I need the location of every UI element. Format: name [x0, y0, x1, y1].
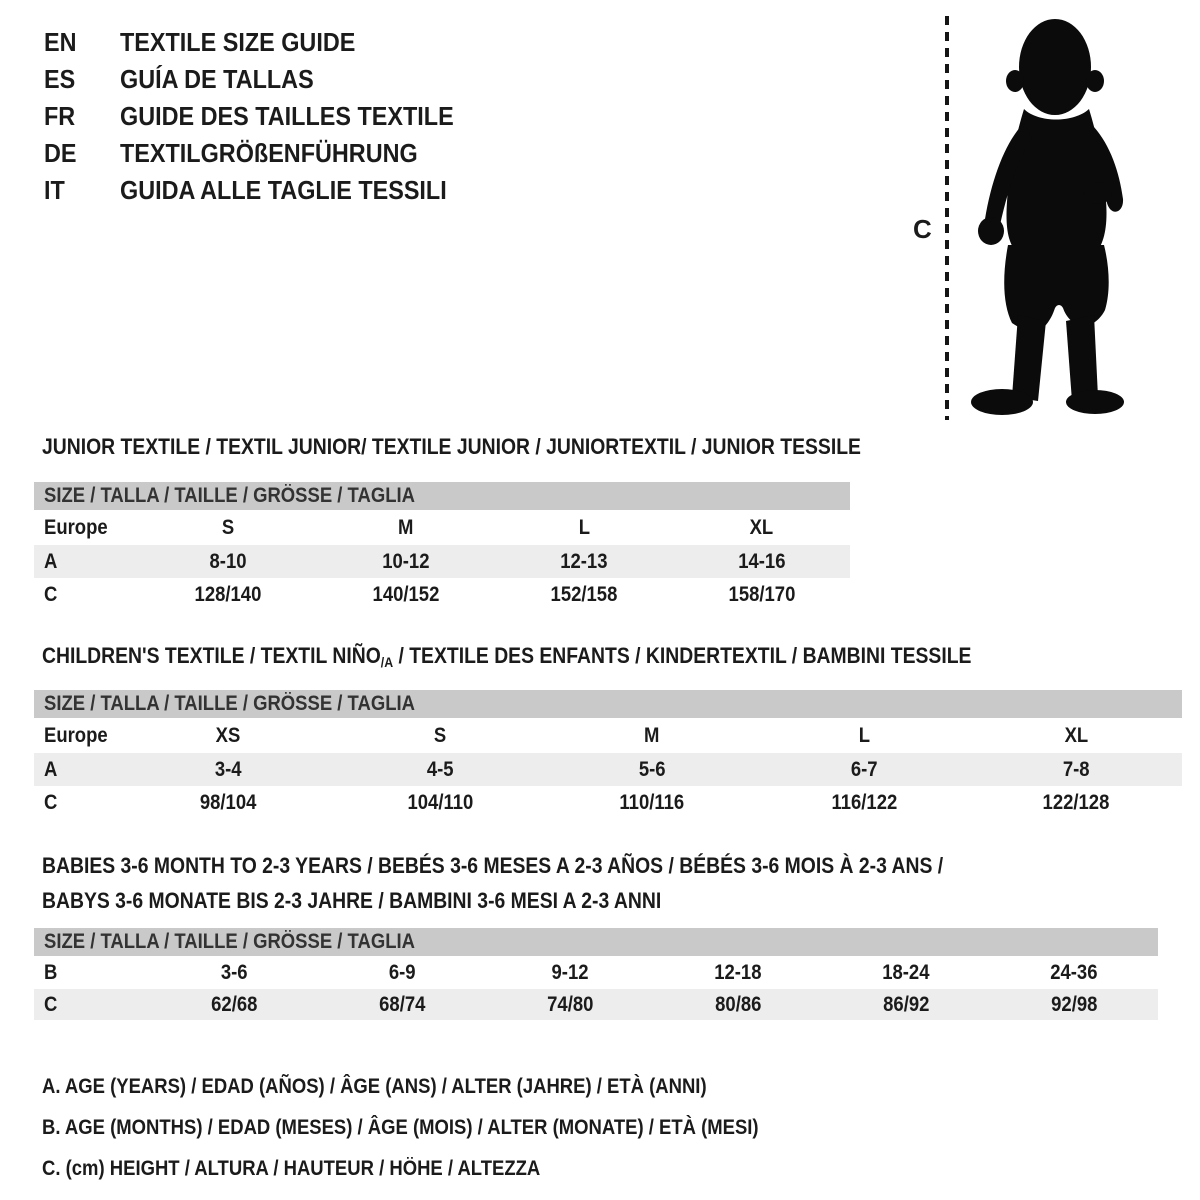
- babies-row-c: [34, 989, 1158, 1020]
- children-col-xl: XL: [1064, 723, 1088, 747]
- junior-a-l: 12-13: [560, 549, 608, 573]
- measure-legend: [42, 1066, 856, 1189]
- children-row-c: [34, 786, 1182, 819]
- junior-row-a-label: A: [44, 549, 58, 573]
- children-a-xl: 7-8: [1062, 757, 1090, 781]
- children-header-row: [34, 718, 1182, 753]
- babies-size-header-bar: [34, 928, 1158, 956]
- junior-row-c-label: C: [44, 582, 58, 606]
- junior-size-table: [34, 510, 850, 611]
- junior-col-l: L: [578, 515, 590, 539]
- babies-row-b: [34, 956, 1158, 989]
- children-size-table: [34, 718, 1182, 819]
- toddler-silhouette-icon: [962, 17, 1138, 424]
- children-col-xs: XS: [215, 723, 241, 747]
- height-measure-label: C: [913, 214, 932, 244]
- lang-title-en: TEXTILE SIZE GUIDE: [120, 27, 356, 57]
- children-a-m: 5-6: [638, 757, 666, 781]
- junior-col-m: M: [398, 515, 414, 539]
- junior-a-s: 8-10: [209, 549, 247, 573]
- children-a-xs: 3-4: [214, 757, 242, 781]
- lang-title-es: GUÍA DE TALLAS: [120, 64, 314, 94]
- lang-row-it: [44, 172, 491, 209]
- babies-section-title: [42, 848, 1066, 918]
- children-size-header-text: SIZE / TALLA / TAILLE / GRÖSSE / TAGLIA: [44, 692, 415, 715]
- babies-c-2: 68/74: [378, 992, 426, 1016]
- babies-c-3: 74/80: [546, 992, 594, 1016]
- junior-size-header-text: SIZE / TALLA / TAILLE / GRÖSSE / TAGLIA: [44, 484, 415, 507]
- lang-row-es: [44, 61, 491, 98]
- children-col-m: M: [644, 723, 660, 747]
- children-a-s: 4-5: [426, 757, 454, 781]
- children-c-l: 116/122: [831, 790, 897, 814]
- lang-title-fr: GUIDE DES TAILLES TEXTILE: [120, 101, 454, 131]
- height-measure-dashed-line: [944, 16, 950, 425]
- junior-row-a: [34, 545, 850, 578]
- lang-code-fr: FR: [44, 101, 76, 131]
- children-c-xl: 122/128: [1042, 790, 1110, 814]
- children-title-subscript: /A: [380, 654, 394, 670]
- junior-c-s: 128/140: [194, 582, 262, 606]
- babies-title-line2: BABYS 3-6 MONATE BIS 2-3 JAHRE / BAMBINI 3-6 MESI A 2-3 ANNI: [42, 888, 662, 913]
- legend-line-a: A. AGE (YEARS) / EDAD (AÑOS) / ÂGE (ANS) / ALTER (JAHRE) / ETÀ (ANNI): [42, 1075, 707, 1098]
- children-col-europe: Europe: [44, 723, 108, 747]
- lang-row-fr: [44, 98, 491, 135]
- babies-b-1: 3-6: [220, 960, 248, 984]
- lang-code-es: ES: [44, 64, 76, 94]
- children-col-l: L: [858, 723, 870, 747]
- junior-header-row: [34, 510, 850, 545]
- junior-section-title: [42, 434, 973, 460]
- children-c-xs: 98/104: [199, 790, 257, 814]
- lang-row-de: [44, 135, 491, 172]
- legend-line-b: B. AGE (MONTHS) / EDAD (MESES) / ÂGE (MOIS) / ALTER (MONATE) / ETÀ (MESI): [42, 1116, 759, 1139]
- junior-c-m: 140/152: [372, 582, 440, 606]
- junior-col-europe: Europe: [44, 515, 108, 539]
- junior-c-l: 152/158: [550, 582, 618, 606]
- junior-size-header-bar: [34, 482, 850, 510]
- babies-c-4: 80/86: [714, 992, 762, 1016]
- lang-row-en: [44, 24, 491, 61]
- junior-col-xl: XL: [749, 515, 774, 539]
- legend-line-c: C. (cm) HEIGHT / ALTURA / HAUTEUR / HÖHE / ALTEZZA: [42, 1157, 541, 1180]
- children-row-c-label: C: [44, 790, 58, 814]
- junior-row-c: [34, 578, 850, 611]
- babies-title-line1: BABIES 3-6 MONTH TO 2-3 YEARS / BEBÉS 3-6 MESES A 2-3 AÑOS / BÉBÉS 3-6 MOIS À 2-3 ANS /: [42, 853, 944, 878]
- children-title-text: CHILDREN'S TEXTILE / TEXTIL NIÑO/A / TEXTILE DES ENFANTS / KINDERTEXTIL / BAMBINI TESSILE: [42, 643, 972, 670]
- babies-c-1: 62/68: [210, 992, 258, 1016]
- babies-b-2: 6-9: [388, 960, 416, 984]
- babies-row-b-label: B: [44, 960, 58, 984]
- lang-title-de: TEXTILGRÖßENFÜHRUNG: [120, 138, 418, 168]
- children-c-m: 110/116: [619, 790, 685, 814]
- babies-c-5: 86/92: [882, 992, 930, 1016]
- babies-size-header-text: SIZE / TALLA / TAILLE / GRÖSSE / TAGLIA: [44, 930, 415, 953]
- children-a-l: 6-7: [850, 757, 878, 781]
- babies-b-6: 24-36: [1050, 960, 1098, 984]
- junior-col-s: S: [221, 515, 235, 539]
- junior-c-xl: 158/170: [728, 582, 795, 606]
- junior-a-xl: 14-16: [737, 549, 786, 573]
- lang-title-it: GUIDA ALLE TAGLIE TESSILI: [120, 175, 447, 205]
- babies-size-table: [34, 956, 1158, 1020]
- babies-row-c-label: C: [44, 992, 58, 1016]
- junior-title-text: JUNIOR TEXTILE / TEXTIL JUNIOR/ TEXTILE JUNIOR / JUNIORTEXTIL / JUNIOR TESSILE: [42, 434, 861, 459]
- children-col-s: S: [433, 723, 447, 747]
- babies-c-6: 92/98: [1050, 992, 1098, 1016]
- babies-b-5: 18-24: [882, 960, 930, 984]
- children-row-a: [34, 753, 1182, 786]
- children-size-header-bar: [34, 690, 1182, 718]
- children-row-a-label: A: [44, 757, 58, 781]
- lang-code-de: DE: [44, 138, 77, 168]
- junior-a-m: 10-12: [382, 549, 430, 573]
- babies-b-4: 12-18: [714, 960, 762, 984]
- babies-b-3: 9-12: [551, 960, 589, 984]
- children-section-title: [42, 643, 1098, 671]
- lang-code-it: IT: [44, 175, 65, 205]
- language-header: [44, 24, 491, 209]
- children-c-s: 104/110: [407, 790, 473, 814]
- lang-code-en: EN: [44, 27, 77, 57]
